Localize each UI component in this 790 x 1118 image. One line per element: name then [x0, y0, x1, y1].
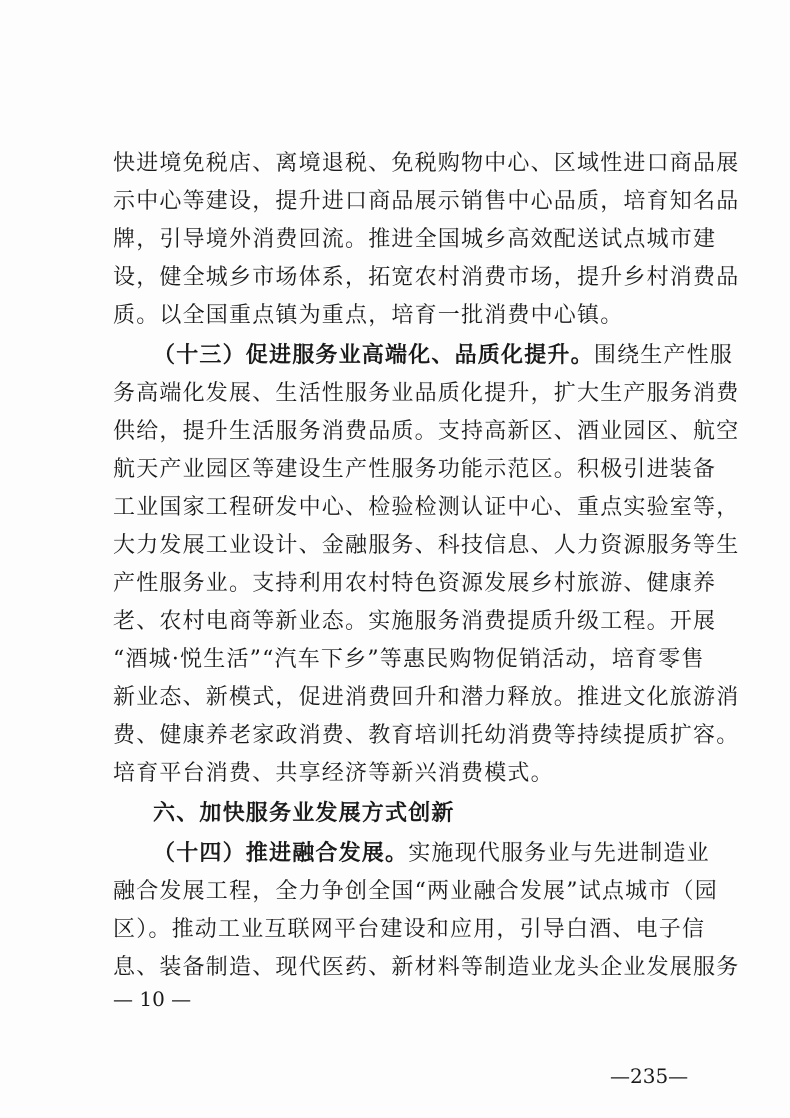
text-line: 老、农村电商等新业态。实施服务消费提质升级工程。开展 [113, 609, 717, 634]
paragraph-13-first-line [153, 339, 733, 373]
paragraph-14-lead: （十四）推进融合发展。 [153, 841, 409, 866]
paragraph-14-first-line [153, 837, 710, 871]
text-line: 息、装备制造、现代医药、新材料等制造业龙头企业发展服务 [113, 955, 740, 980]
page-number: — 10 — [113, 987, 192, 1011]
text-line: 费、健康养老家政消费、教育培训托幼消费等持续提质扩容。 [113, 723, 740, 748]
text-line: 工业国家工程研发中心、检验检测认证中心、重点实验室等， [113, 495, 740, 520]
text-line: 产性服务业。支持利用农村特色资源发展乡村旅游、健康养 [113, 571, 717, 596]
text-line: 质。以全国重点镇为重点，培育一批消费中心镇。 [113, 303, 624, 328]
text-line: 大力发展工业设计、金融服务、科技信息、人力资源服务等生 [113, 533, 740, 558]
paragraph-13-lead: （十三）促进服务业高端化、品质化提升。 [153, 343, 594, 368]
section-heading: 六、加快服务业发展方式创新 [153, 801, 455, 826]
paragraph-13-first-rest: 围绕生产性服 [593, 343, 734, 368]
text-line: 设，健全城乡市场体系，拓宽农村消费市场，提升乡村消费品 [113, 265, 740, 290]
archive-page-number: —235— [610, 1064, 689, 1088]
text-line: 融合发展工程，全力争创全国“两业融合发展”试点城市（园 [113, 879, 718, 904]
text-line: 快进境免税店、离境退税、免税购物中心、区域性进口商品展 [113, 151, 740, 176]
text-line: 区）。推动工业互联网平台建设和应用，引导白酒、电子信 [113, 917, 706, 942]
text-line: 新业态、新模式，促进消费回升和潜力释放。推进文化旅游消 [113, 685, 740, 710]
paragraph-14-first-rest: 实施现代服务业与先进制造业 [408, 841, 710, 866]
text-line: “酒城·悦生活”“汽车下乡”等惠民购物促销活动，培育零售 [113, 647, 705, 672]
text-line: 航天产业园区等建设生产性服务功能示范区。积极引进装备 [113, 457, 717, 482]
text-line: 务高端化发展、生活性服务业品质化提升，扩大生产服务消费 [113, 381, 740, 406]
text-line: 示中心等建设，提升进口商品展示销售中心品质，培育知名品 [113, 189, 740, 214]
text-line: 培育平台消费、共享经济等新兴消费模式。 [113, 761, 554, 786]
text-line: 牌，引导境外消费回流。推进全国城乡高效配送试点城市建 [113, 227, 717, 252]
text-line: 供给，提升生活服务消费品质。支持高新区、酒业园区、航空 [113, 419, 740, 444]
